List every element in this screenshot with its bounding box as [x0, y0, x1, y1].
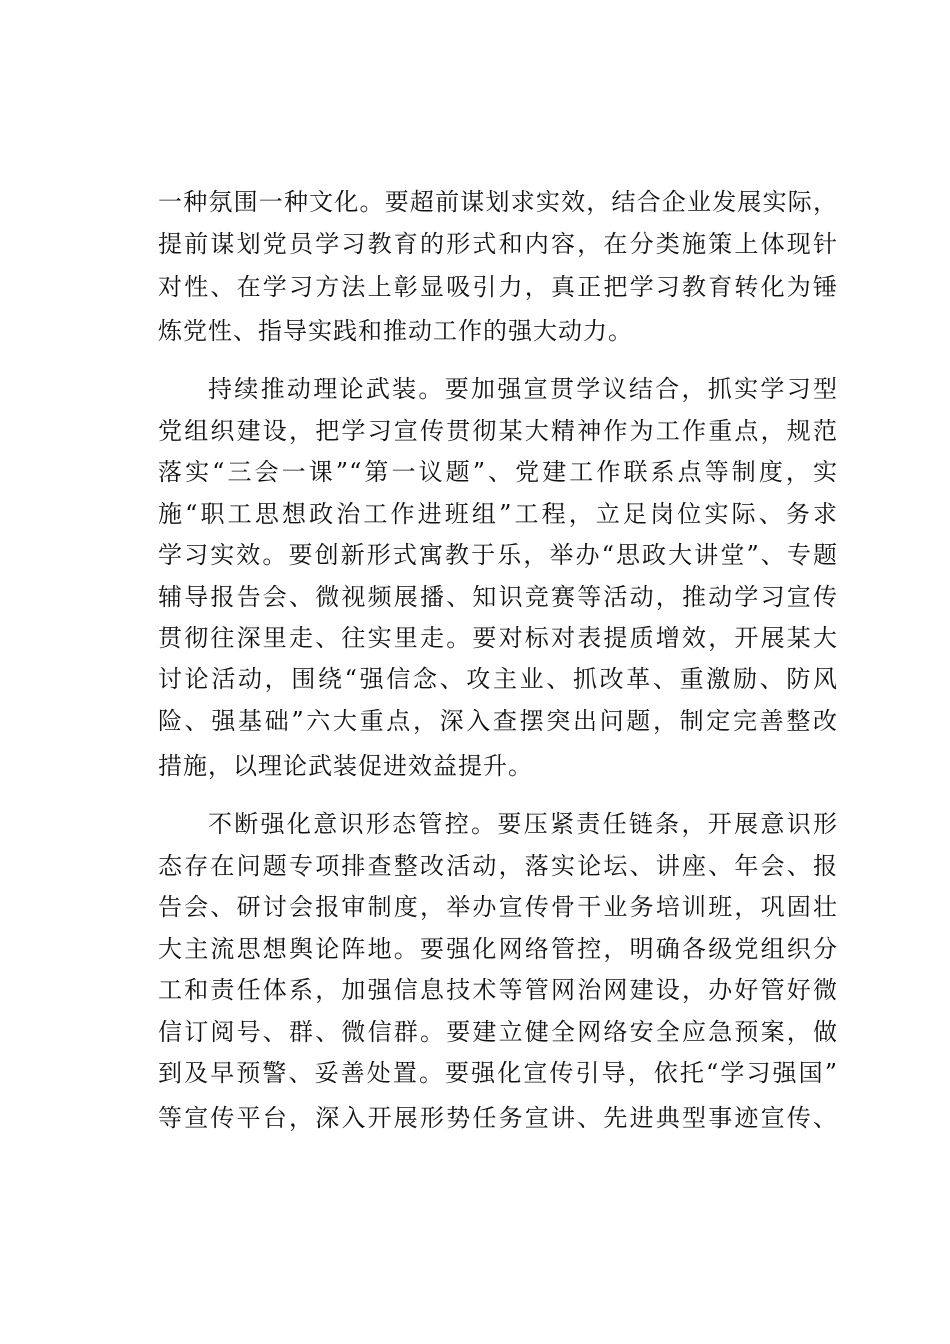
- text-line: 险、强基础”六大重点，深入查摆突出问题，制定完善整改: [158, 707, 838, 735]
- paragraph-heading-line: 持续推动理论武装。要加强宣贯学议结合，抓实学习型: [208, 375, 838, 403]
- text-line: 辅导报告会、微视频展播、知识竞赛等活动，推动学习宣传: [158, 583, 838, 611]
- text-line: 提前谋划党员学习教育的形式和内容，在分类施策上体现针: [158, 230, 838, 258]
- paragraph-heading-line: 不断强化意识形态管控。要压紧责任链条，开展意识形: [208, 810, 838, 838]
- text-line: 态存在问题专项排查整改活动，落实论坛、讲座、年会、报: [158, 852, 838, 880]
- text-line: 讨论活动，围绕“强信念、攻主业、抓改革、重激励、防风: [158, 665, 838, 693]
- text-line: 告会、研讨会报审制度，举办宣传骨干业务培训班，巩固壮: [158, 893, 838, 921]
- text-line: 落实“三会一课”“第一议题”、党建工作联系点等制度，实: [158, 458, 838, 486]
- text-line: 信订阅号、群、微信群。要建立健全网络安全应急预案，做: [158, 1018, 838, 1046]
- text-line: 到及早预警、妥善处置。要强化宣传引导，依托“学习强国”: [158, 1059, 838, 1087]
- text-line: 对性、在学习方法上彰显吸引力，真正把学习教育转化为锤: [158, 273, 838, 301]
- text-line: 学习实效。要创新形式寓教于乐，举办“思政大讲堂”、专题: [158, 541, 838, 569]
- text-line: 措施，以理论武装促进效益提升。: [158, 752, 533, 780]
- text-line: 党组织建设，把学习宣传贯彻某大精神作为工作重点，规范: [158, 417, 838, 445]
- text-line: 一种氛围一种文化。要超前谋划求实效，结合企业发展实际，: [158, 188, 838, 216]
- text-line: 炼党性、指导实践和推动工作的强大动力。: [158, 317, 633, 345]
- text-line: 贯彻往深里走、往实里走。要对标对表提质增效，开展某大: [158, 624, 838, 652]
- text-line: 施“职工思想政治工作进班组”工程，立足岗位实际、务求: [158, 500, 838, 528]
- text-line: 等宣传平台，深入开展形势任务宣讲、先进典型事迹宣传、: [158, 1104, 838, 1132]
- text-line: 工和责任体系，加强信息技术等管网治网建设，办好管好微: [158, 976, 838, 1004]
- text-line: 大主流思想舆论阵地。要强化网络管控，明确各级党组织分: [158, 935, 838, 963]
